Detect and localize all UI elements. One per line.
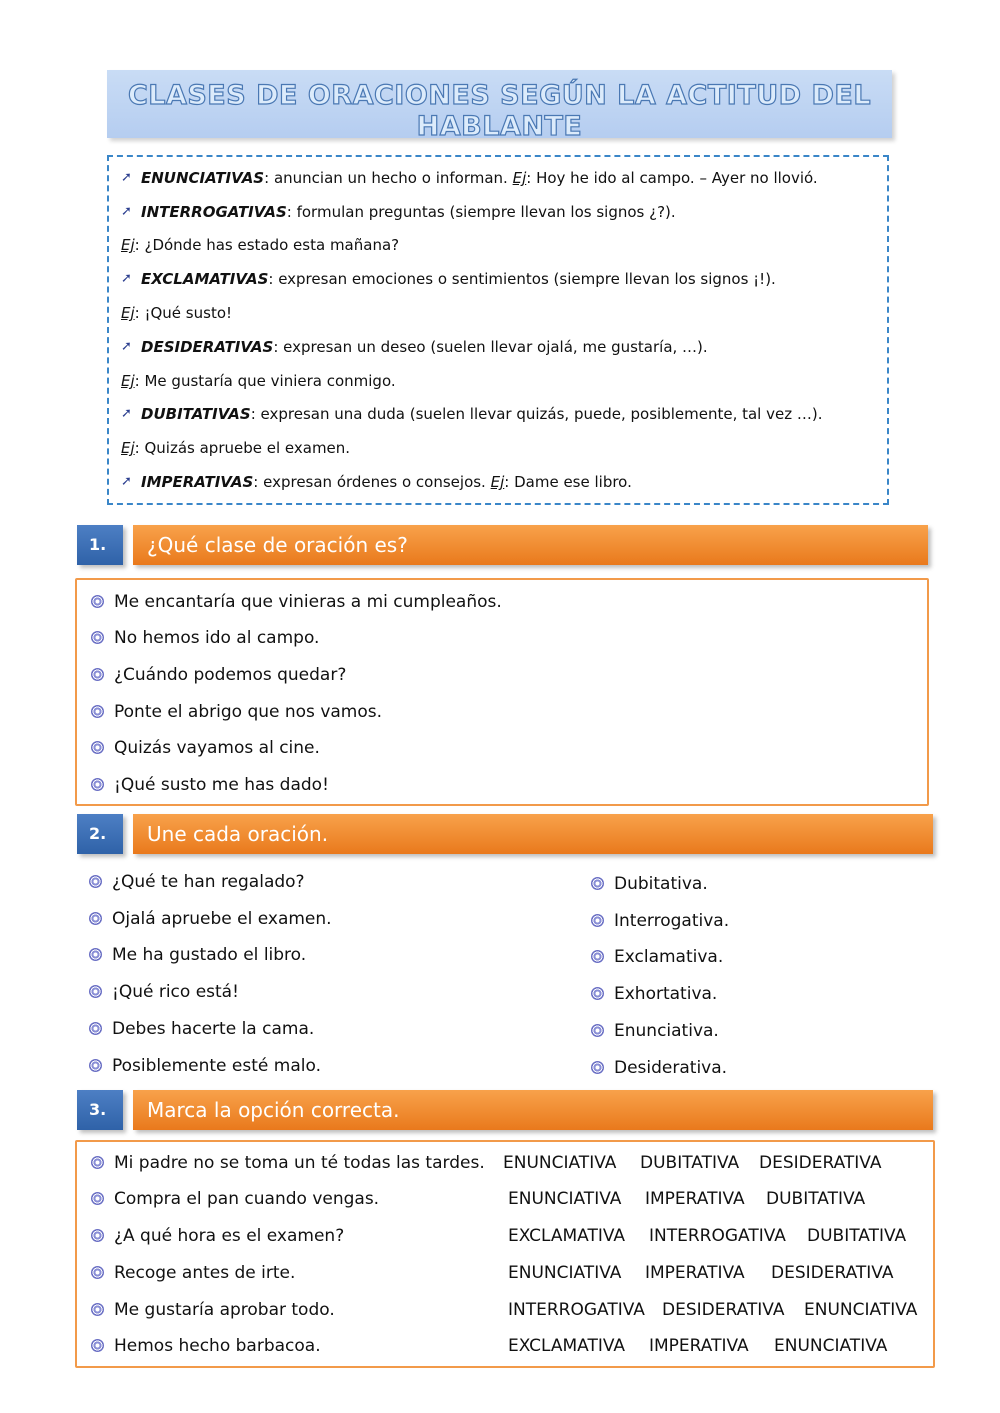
option[interactable]: EXCLAMATIVA — [508, 1226, 626, 1246]
list-item: Exclamativa. — [591, 947, 723, 967]
list-item: Ojalá apruebe el examen. — [89, 909, 332, 929]
question-sentence: Compra el pan cuando vengas. — [91, 1189, 379, 1209]
swirl-bullet-icon — [591, 1061, 604, 1074]
list-item: Desiderativa. — [591, 1058, 727, 1078]
swirl-bullet-icon — [89, 1022, 102, 1035]
option[interactable]: INTERROGATIVA — [649, 1226, 786, 1246]
theory-dubitativas-example: Ej: Quizás apruebe el examen. — [121, 439, 351, 457]
option-row — [508, 1189, 865, 1209]
theory-enunciativas: ➚ ENUNCIATIVAS: anuncian un hecho o informan. Ej: Hoy he ido al campo. – Ayer no llovió. — [121, 169, 818, 187]
swirl-bullet-icon — [91, 778, 104, 791]
swirl-bullet-icon — [91, 1156, 104, 1169]
option[interactable]: DESIDERATIVA — [759, 1153, 882, 1173]
question-sentence: Mi padre no se toma un té todas las tardes. — [91, 1153, 485, 1173]
page-title: CLASES DE ORACIONES SEGÚN LA ACTITUD DEL HABLANTE — [127, 80, 872, 142]
list-item: ¡Qué rico está! — [89, 982, 239, 1002]
arrow-bullet-icon: ➚ — [121, 170, 132, 185]
section-3-number: 3. — [77, 1090, 123, 1130]
section-1-title: ¿Qué clase de oración es? — [133, 525, 928, 565]
swirl-bullet-icon — [89, 948, 102, 961]
option-row — [503, 1153, 881, 1173]
option[interactable]: DESIDERATIVA — [662, 1300, 785, 1320]
option-row — [508, 1263, 893, 1283]
swirl-bullet-icon — [91, 668, 104, 681]
option[interactable]: ENUNCIATIVA — [508, 1189, 622, 1209]
list-item: Me ha gustado el libro. — [89, 945, 306, 965]
list-item: ¡Qué susto me has dado! — [91, 775, 329, 795]
swirl-bullet-icon — [91, 595, 104, 608]
option[interactable]: IMPERATIVA — [645, 1263, 745, 1283]
section-1-number: 1. — [77, 525, 123, 565]
theory-interrogativas: ➚ INTERROGATIVAS: formulan preguntas (siempre llevan los signos ¿?). — [121, 203, 676, 221]
swirl-bullet-icon — [91, 631, 104, 644]
swirl-bullet-icon — [591, 914, 604, 927]
arrow-bullet-icon: ➚ — [121, 204, 132, 219]
swirl-bullet-icon — [591, 987, 604, 1000]
section-2-number: 2. — [77, 814, 123, 854]
theory-desiderativas: ➚ DESIDERATIVAS: expresan un deseo (suelen llevar ojalá, me gustaría, …). — [121, 338, 708, 356]
theory-box — [107, 155, 889, 505]
swirl-bullet-icon — [91, 1192, 104, 1205]
swirl-bullet-icon — [89, 1059, 102, 1072]
list-item: Quizás vayamos al cine. — [91, 738, 320, 758]
question-sentence: Recoge antes de irte. — [91, 1263, 295, 1283]
list-item: Enunciativa. — [591, 1021, 719, 1041]
swirl-bullet-icon — [591, 950, 604, 963]
swirl-bullet-icon — [91, 1303, 104, 1316]
swirl-bullet-icon — [591, 1024, 604, 1037]
list-item: Me encantaría que vinieras a mi cumpleaños. — [91, 592, 502, 612]
option-row — [508, 1336, 887, 1356]
swirl-bullet-icon — [91, 741, 104, 754]
list-item: Exhortativa. — [591, 984, 717, 1004]
list-item: Debes hacerte la cama. — [89, 1019, 314, 1039]
arrow-bullet-icon: ➚ — [121, 339, 132, 354]
option[interactable]: EXCLAMATIVA — [508, 1336, 626, 1356]
section-3-box — [75, 1140, 935, 1368]
question-sentence: Me gustaría aprobar todo. — [91, 1300, 335, 1320]
theory-desiderativas-example: Ej: Me gustaría que viniera conmigo. — [121, 372, 396, 390]
swirl-bullet-icon — [591, 877, 604, 890]
theory-imperativas: ➚ IMPERATIVAS: expresan órdenes o consejos. Ej: Dame ese libro. — [121, 473, 632, 491]
question-sentence: ¿A qué hora es el examen? — [91, 1226, 344, 1246]
theory-exclamativas: ➚ EXCLAMATIVAS: expresan emociones o sentimientos (siempre llevan los signos ¡!). — [121, 270, 776, 288]
list-item: ¿Cuándo podemos quedar? — [91, 665, 346, 685]
option[interactable]: ENUNCIATIVA — [508, 1263, 622, 1283]
swirl-bullet-icon — [91, 705, 104, 718]
swirl-bullet-icon — [89, 912, 102, 925]
option[interactable]: DUBITATIVA — [640, 1153, 740, 1173]
swirl-bullet-icon — [89, 985, 102, 998]
theory-exclamativas-example: Ej: ¡Qué susto! — [121, 304, 233, 322]
theory-interrogativas-example: Ej: ¿Dónde has estado esta mañana? — [121, 236, 400, 254]
option[interactable]: DUBITATIVA — [766, 1189, 866, 1209]
arrow-bullet-icon: ➚ — [121, 271, 132, 286]
option-row — [508, 1226, 906, 1246]
list-item: No hemos ido al campo. — [91, 628, 319, 648]
swirl-bullet-icon — [91, 1339, 104, 1352]
option[interactable]: DESIDERATIVA — [771, 1263, 894, 1283]
title-banner — [107, 70, 892, 142]
section-2-title: Une cada oración. — [133, 814, 933, 854]
arrow-bullet-icon: ➚ — [121, 474, 132, 489]
option[interactable]: ENUNCIATIVA — [503, 1153, 617, 1173]
list-item: Dubitativa. — [591, 874, 708, 894]
list-item: ¿Qué te han regalado? — [89, 872, 305, 892]
option[interactable]: DUBITATIVA — [807, 1226, 907, 1246]
option[interactable]: IMPERATIVA — [645, 1189, 745, 1209]
list-item: Posiblemente esté malo. — [89, 1056, 321, 1076]
option[interactable]: IMPERATIVA — [649, 1336, 749, 1356]
question-sentence: Hemos hecho barbacoa. — [91, 1336, 321, 1356]
option[interactable]: ENUNCIATIVA — [774, 1336, 888, 1356]
swirl-bullet-icon — [91, 1266, 104, 1279]
swirl-bullet-icon — [89, 875, 102, 888]
option-row — [508, 1300, 917, 1320]
section-1-box — [75, 578, 929, 806]
swirl-bullet-icon — [91, 1229, 104, 1242]
section-3-title: Marca la opción correcta. — [133, 1090, 933, 1130]
list-item: Ponte el abrigo que nos vamos. — [91, 702, 382, 722]
list-item: Interrogativa. — [591, 911, 729, 931]
option[interactable]: ENUNCIATIVA — [804, 1300, 918, 1320]
arrow-bullet-icon: ➚ — [121, 406, 132, 421]
theory-dubitativas: ➚ DUBITATIVAS: expresan una duda (suelen llevar quizás, puede, posiblemente, tal vez …). — [121, 405, 823, 423]
option[interactable]: INTERROGATIVA — [508, 1300, 645, 1320]
